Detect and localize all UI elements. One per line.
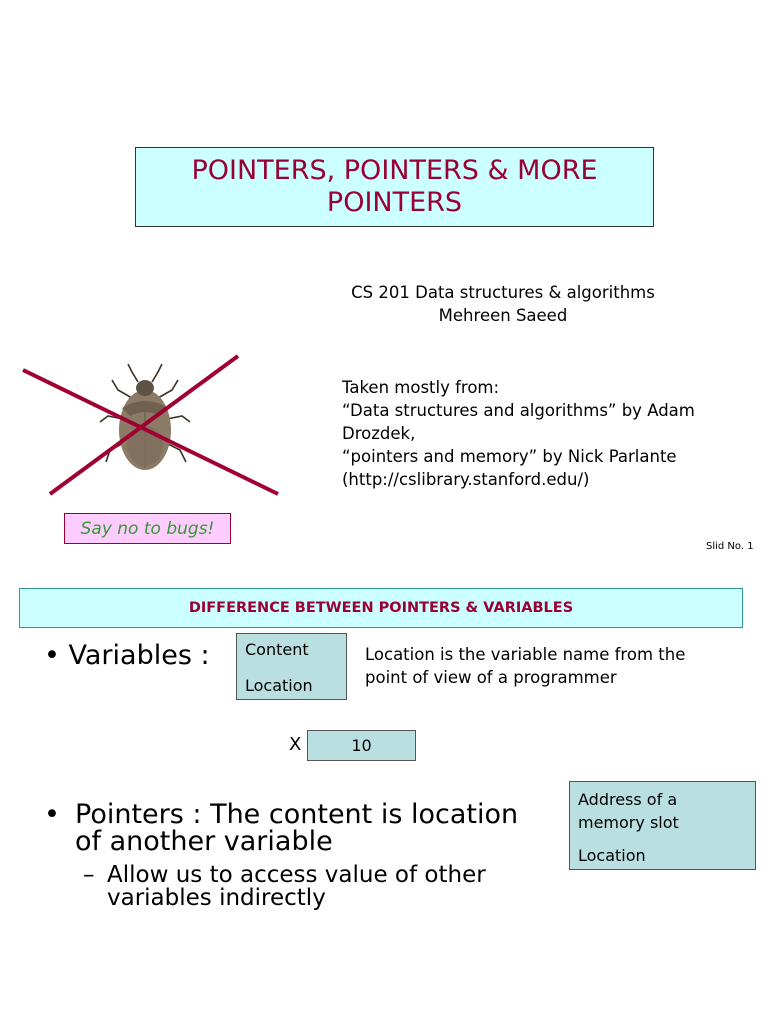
x-label: X bbox=[289, 734, 302, 755]
pointers-bullet-text: Pointers : The content is location of another variable bbox=[75, 799, 519, 857]
bug-caption-text: Say no to bugs! bbox=[80, 518, 215, 539]
variables-bullet bbox=[44, 642, 210, 669]
bug-caption bbox=[64, 513, 231, 544]
bug-icon bbox=[20, 350, 282, 500]
variable-box bbox=[236, 633, 347, 700]
slide-title: POINTERS, POINTERS & MORE POINTERS bbox=[191, 155, 598, 218]
course-info bbox=[310, 281, 696, 327]
slide-number: Slid No. 1 bbox=[706, 541, 754, 552]
author-name: Mehreen Saeed bbox=[438, 306, 568, 325]
variable-box-location: Location bbox=[245, 676, 313, 695]
title-box bbox=[135, 147, 654, 227]
address-box-content: Address of a memory slot bbox=[578, 790, 679, 832]
address-box-location: Location bbox=[578, 846, 646, 865]
pointers-sub-text: Allow us to access value of other variables indirectly bbox=[107, 862, 486, 911]
x-value-box bbox=[307, 730, 416, 761]
variables-bullet-text: Variables : bbox=[68, 640, 210, 671]
x-value: 10 bbox=[351, 736, 372, 755]
bullet-dot: • bbox=[44, 640, 69, 671]
sub-bullet-dash: – bbox=[83, 862, 95, 888]
location-note: Location is the variable name from the point of view of a programmer bbox=[365, 645, 686, 687]
slide-heading: DIFFERENCE BETWEEN POINTERS & VARIABLES bbox=[188, 600, 574, 616]
bullet-dot: • bbox=[44, 799, 60, 830]
course-name: CS 201 Data structures & algorithms bbox=[351, 283, 655, 302]
source-text: Taken mostly from: “Data structures and algorithms” by Adam Drozdek, “pointers and memory” by Nick Parlante (http://cslibrary.stanford.edu/) bbox=[342, 378, 695, 489]
pointers-bullet bbox=[44, 801, 544, 855]
heading-box bbox=[19, 588, 743, 628]
bug-illustration bbox=[20, 350, 282, 500]
address-box bbox=[569, 781, 756, 870]
pointers-sub-bullet bbox=[83, 864, 553, 910]
variable-box-content: Content bbox=[245, 640, 309, 659]
